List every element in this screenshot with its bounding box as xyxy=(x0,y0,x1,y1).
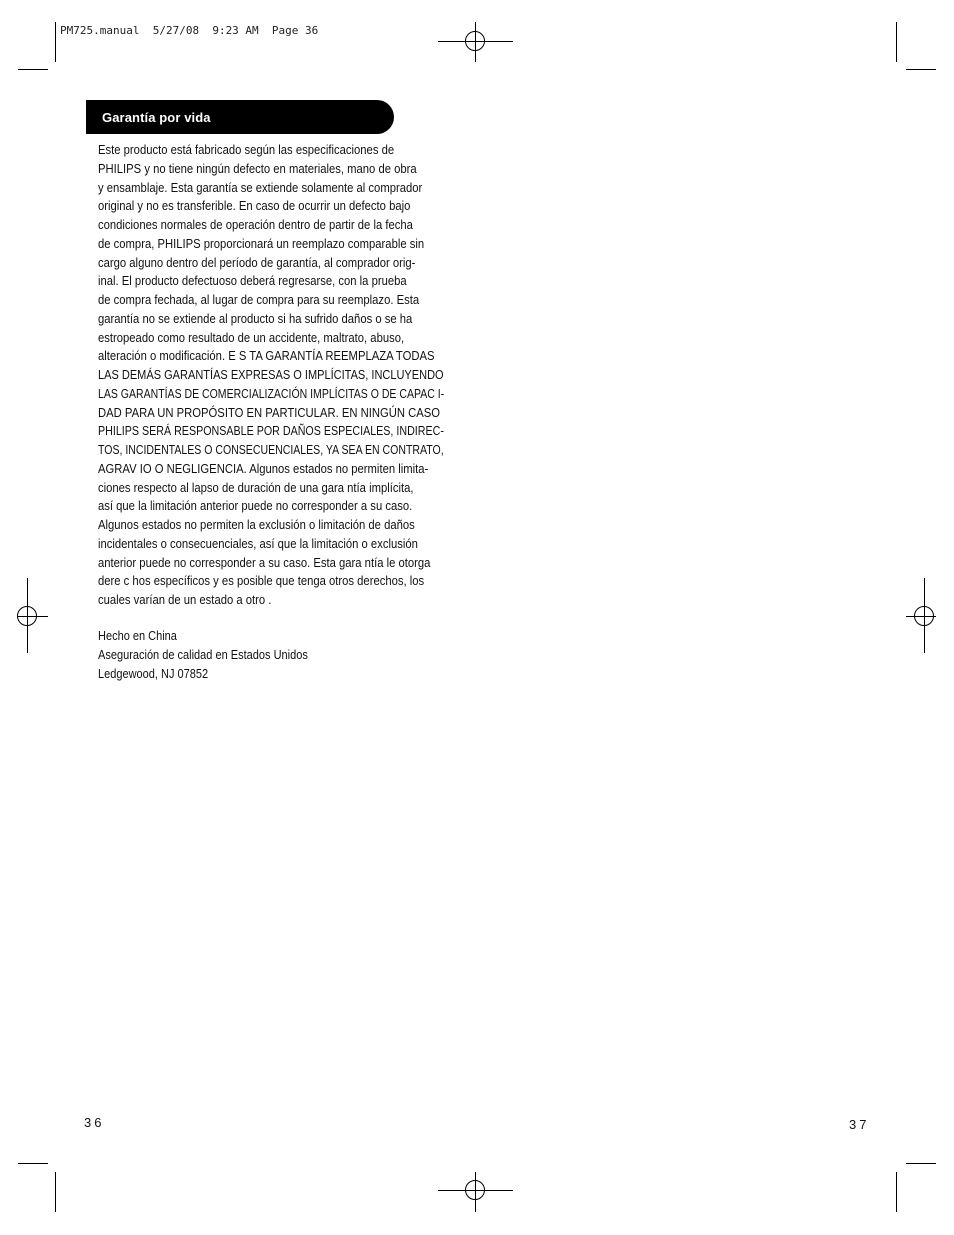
location-line: Ledgewood, NJ 07852 xyxy=(98,665,209,681)
crop-mark xyxy=(18,69,48,70)
section-title: Garantía por vida xyxy=(102,109,211,125)
warranty-line: AGRAV IO O NEGLIGENCIA. Algunos estados no permiten limita- xyxy=(98,460,429,476)
warranty-line: LAS GARANTÍAS DE COMERCIALIZACIÓN IMPLÍCITAS O DE CAPAC I- xyxy=(98,385,445,401)
page-number-right: 37 xyxy=(849,1117,870,1132)
warranty-line: Algunos estados no permiten la exclusión o limitación de daños xyxy=(98,517,415,532)
registration-circle-icon xyxy=(17,606,37,626)
crop-mark xyxy=(55,22,56,62)
quality-line: Aseguración de calidad en Estados Unidos xyxy=(98,646,308,662)
warranty-line: así que la limitación anterior puede no corresponder a su caso. xyxy=(98,498,413,514)
warranty-line: y ensamblaje. Esta garantía se extiende solamente al comprador xyxy=(98,179,423,195)
crop-mark xyxy=(906,69,936,70)
warranty-line: PHILIPS y no tiene ningún defecto en materiales, mano de obra xyxy=(98,160,417,176)
warranty-line: dere c hos específicos y es posible que tenga otros derechos, los xyxy=(98,573,425,589)
crop-mark xyxy=(55,1172,56,1212)
warranty-line: alteración o modificación. E S TA GARANTÍA REEMPLAZA TODAS xyxy=(98,348,435,364)
warranty-line: DAD PARA UN PROPÓSITO EN PARTICULAR. EN NINGÚN CASO xyxy=(98,404,441,420)
warranty-line: anterior puede no corresponder a su caso. Esta gara ntía le otorga xyxy=(98,554,431,570)
warranty-line: cargo alguno dentro del período de garantía, al comprador orig- xyxy=(98,254,416,270)
registration-circle-icon xyxy=(465,1180,485,1200)
crop-mark xyxy=(18,1163,48,1164)
warranty-text xyxy=(98,141,458,610)
page-number-left: 36 xyxy=(84,1115,105,1130)
warranty-line: LAS DEMÁS GARANTÍAS EXPRESAS O IMPLÍCITAS, INCLUYENDO xyxy=(98,367,444,382)
warranty-line: Este producto está fabricado según las especificaciones de xyxy=(98,142,395,157)
crop-mark xyxy=(896,22,897,62)
warranty-line: inal. El producto defectuoso deberá regresarse, con la prueba xyxy=(98,273,407,289)
crop-mark xyxy=(906,1163,936,1164)
section-header xyxy=(86,100,394,134)
warranty-line: PHILIPS SERÁ RESPONSABLE POR DAÑOS ESPECIALES, INDIREC- xyxy=(98,423,444,439)
printer-slug: PM725.manual 5/27/08 9:23 AM Page 36 xyxy=(60,24,319,37)
warranty-line: original y no es transferible. En caso de ocurrir un defecto bajo xyxy=(98,198,411,214)
registration-circle-icon xyxy=(914,606,934,626)
registration-circle-icon xyxy=(465,31,485,51)
warranty-line: condiciones normales de operación dentro de partir de la fecha xyxy=(98,217,413,232)
warranty-line: de compra fechada, al lugar de compra para su reemplazo. Esta xyxy=(98,292,420,307)
made-in-line: Hecho en China xyxy=(98,628,177,643)
warranty-line: ciones respecto al lapso de duración de una gara ntía implícita, xyxy=(98,479,414,495)
warranty-line: garantía no se extiende al producto si ha sufrido daños o se ha xyxy=(98,310,413,326)
warranty-line: de compra, PHILIPS proporcionará un reemplazo comparable sin xyxy=(98,235,425,251)
origin-block xyxy=(98,627,342,683)
warranty-line: estropeado como resultado de un accidente, maltrato, abuso, xyxy=(98,329,405,345)
warranty-line: incidentales o consecuenciales, así que la limitación o exclusión xyxy=(98,535,418,551)
warranty-line: TOS, INCIDENTALES O CONSECUENCIALES, YA SEA EN CONTRATO, xyxy=(98,442,444,457)
warranty-line: cuales varían de un estado a otro . xyxy=(98,592,272,607)
crop-mark xyxy=(896,1172,897,1212)
